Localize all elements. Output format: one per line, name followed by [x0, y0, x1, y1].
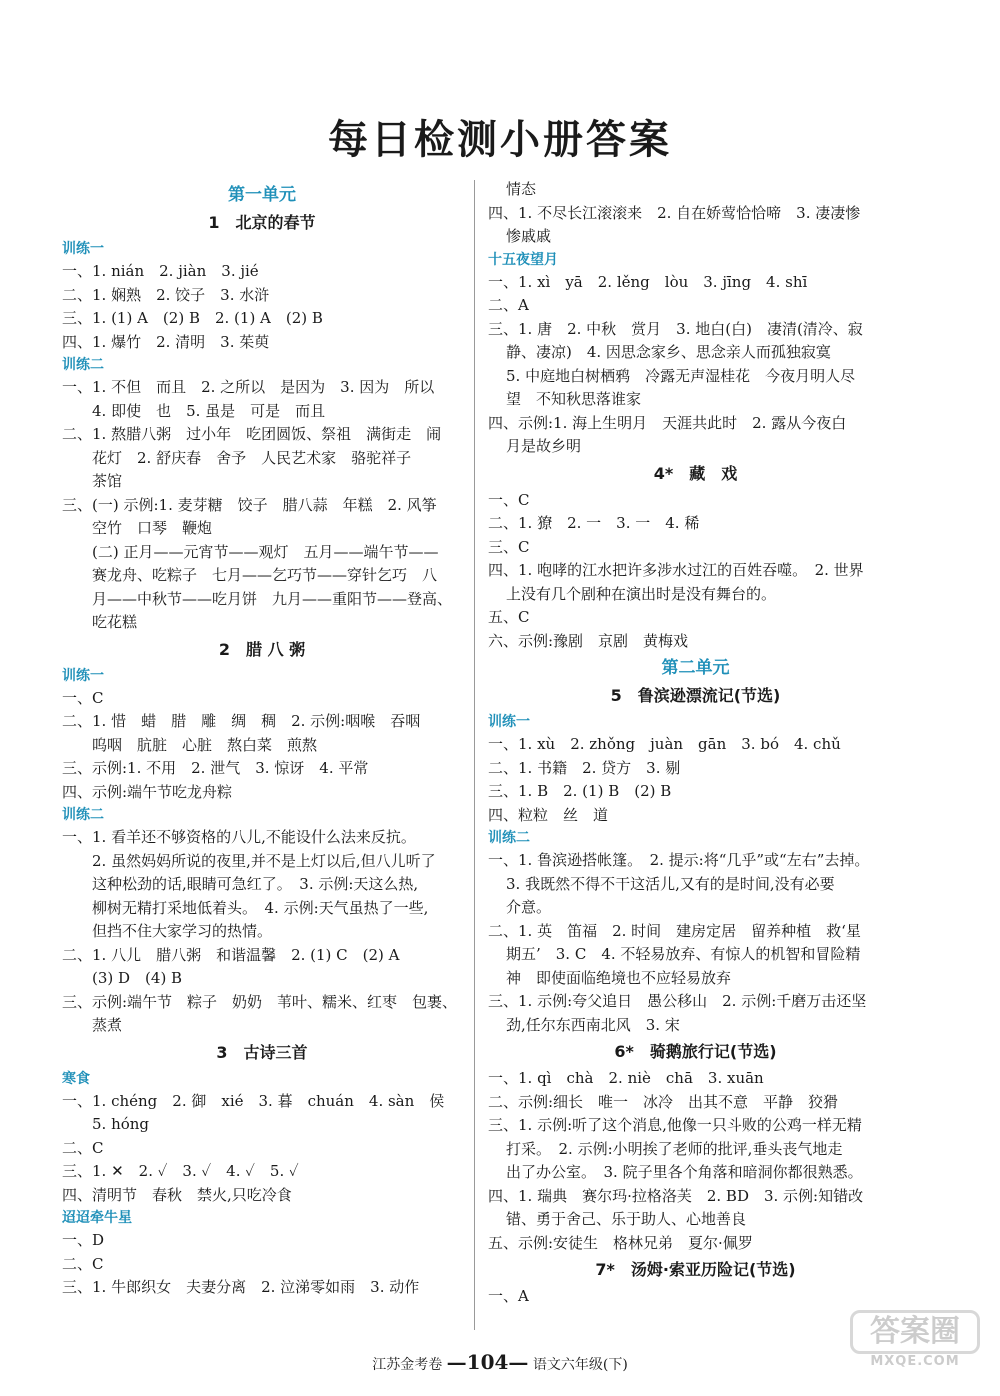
answer-line: 一、1. 不但 而且 2. 之所以 是因为 3. 因为 所以 — [62, 378, 435, 396]
answer-line: 四、1. 咆哮的江水把许多涉水过江的百姓吞噬。 2. 世界 — [488, 561, 864, 579]
page-number: —104— — [446, 1350, 529, 1374]
watermark-logo — [850, 1310, 980, 1380]
section-label: 训练二 — [62, 807, 104, 823]
answer-line: 一、C — [62, 688, 104, 707]
left-column — [62, 180, 462, 1300]
answer-line: 一、C — [488, 490, 530, 509]
answer-line: 二、C — [62, 1254, 104, 1273]
answer-line-continued: 期五’ 3. C 4. 不轻易放弃、有惊人的机智和冒险精 — [506, 945, 861, 963]
answer-line: 一、1. 看羊还不够资格的八儿,不能设什么法来反抗。 — [62, 828, 416, 846]
answer-line: 二、A — [488, 296, 529, 314]
answer-line: 三、1. (1) A (2) B 2. (1) A (2) B — [62, 309, 323, 327]
answer-line-continued: 月——中秋节——吃月饼 九月——重阳节——登高、 — [92, 589, 453, 608]
answer-line: 二、1. 惜 蜡 腊 雕 绸 稠 2. 示例:咽喉 吞咽 — [62, 712, 421, 730]
answer-line-continued: 2. 虽然妈妈所说的夜里,并不是上灯以后,但八儿听了 — [92, 851, 436, 870]
answer-line: 四、粒粒 丝 道 — [488, 805, 609, 824]
answer-line: 二、1. 八儿 腊八粥 和谐温馨 2. (1) C (2) A — [62, 945, 400, 964]
answer-line: 三、(一) 示例:1. 麦芽糖 饺子 腊八蒜 年糕 2. 风筝 — [62, 495, 437, 514]
answer-line: 六、示例:豫剧 京剧 黄梅戏 — [488, 631, 689, 650]
answer-line-continued: 但挡不住大家学习的热情。 — [92, 922, 273, 940]
right-column — [488, 178, 903, 1309]
section-label: 迢迢牵牛星 — [62, 1210, 132, 1226]
answer-line-continued: 5. 中庭地白树栖鸦 冷露无声湿桂花 今夜月明人尽 — [506, 366, 856, 385]
answer-line: 三、1. 示例:夸父追日 愚公移山 2. 示例:千磨万击还坚 — [488, 992, 867, 1010]
answer-line-continued: 4. 即使 也 5. 虽是 可是 而且 — [92, 401, 326, 420]
answer-line: 四、1. 瑞典 赛尔玛·拉格洛芙 2. BD 3. 示例:知错改 — [488, 1186, 864, 1205]
watermark-url: MXQE.COM — [870, 1354, 960, 1369]
lesson-heading: 5 鲁滨逊漂流记(节选) — [610, 686, 781, 705]
section-label: 训练一 — [488, 714, 530, 730]
answer-line: 三、1. 示例:听了这个消息,他像一只斗败的公鸡一样无精 — [488, 1116, 862, 1134]
answer-line-continued: 情态 — [506, 180, 537, 198]
answer-line-continued: 5. hóng — [92, 1115, 150, 1133]
lesson-heading: 4* 藏 戏 — [653, 463, 738, 483]
answer-line-continued: 茶馆 — [92, 472, 123, 490]
answer-line-continued: 打采。 2. 示例:小明挨了老师的批评,垂头丧气地走 — [506, 1139, 843, 1158]
answer-line-continued: 月是故乡明 — [506, 437, 582, 455]
answer-line: 四、示例:端午节吃龙舟粽 — [62, 782, 233, 801]
answer-line-continued: 空竹 口琴 鞭炮 — [92, 519, 213, 537]
lesson-heading: 6* 骑鹅旅行记(节选) — [614, 1042, 777, 1061]
answer-line-continued: (3) D (4) B — [92, 969, 183, 987]
lesson-heading: 1 北京的春节 — [208, 213, 316, 232]
column-divider — [474, 180, 475, 1330]
answer-line: 三、1. 唐 2. 中秋 赏月 3. 地白(白) 凄清(清冷、寂 — [488, 319, 863, 338]
answer-line-continued: 花灯 2. 舒庆春 舍予 人民艺术家 骆驼祥子 — [92, 448, 412, 467]
answer-line: 一、A — [488, 1287, 529, 1305]
answer-line: 二、1. 熬腊八粥 过小年 吃团圆饭、祭祖 满街走 闹 — [62, 425, 442, 443]
answer-line: 二、1. 书籍 2. 贷方 3. 剔 — [488, 758, 681, 777]
section-label: 训练一 — [62, 241, 104, 257]
answer-line-continued: 静、凄凉) 4. 因思念家乡、思念亲人而孤独寂寞 — [506, 343, 831, 361]
lesson-heading: 3 古诗三首 — [216, 1042, 308, 1062]
answer-line-continued: 惨戚戚 — [506, 227, 552, 245]
answer-line: 二、1. 獠 2. 一 3. 一 4. 稀 — [488, 514, 700, 532]
answer-line: 一、1. qì chà 2. niè chā 3. xuān — [488, 1069, 764, 1087]
section-label: 训练一 — [62, 667, 104, 684]
answer-line-continued: 3. 我既然不得不干这活儿,又有的是时间,没有必要 — [506, 874, 835, 893]
answer-line: 一、1. 鲁滨逊搭帐篷。 2. 提示:将“几乎”或“左右”去掉。 — [488, 851, 870, 869]
footer-book-title: 江苏金考卷 — [372, 1357, 443, 1373]
answer-line: 二、示例:细长 唯一 冰冷 出其不意 平静 狡猾 — [488, 1092, 839, 1111]
watermark-text: 答案圈 — [850, 1310, 980, 1354]
section-label: 训练二 — [488, 830, 530, 846]
answer-line: 四、清明节 春秋 禁火,只吃冷食 — [62, 1185, 292, 1204]
unit-heading: 第二单元 — [661, 658, 730, 678]
answer-line-continued: 赛龙舟、吃粽子 七月——乞巧节——穿针乞巧 八 — [92, 566, 438, 584]
answer-line-continued: (二) 正月——元宵节——观灯 五月——端午节—— — [92, 542, 439, 561]
answer-line: 一、1. xù 2. zhǒng juàn gān 3. bó 4. chǔ — [488, 735, 841, 753]
answer-line: 一、1. chéng 2. 御 xié 3. 暮 chuán 4. sàn 侯 — [62, 1091, 445, 1110]
page-title: 每日检测小册答案 — [328, 117, 672, 163]
answer-line-continued: 神 即使面临绝境也不应轻易放弃 — [506, 968, 732, 987]
answer-line: 一、D — [62, 1231, 105, 1249]
answer-line: 五、C — [488, 608, 530, 626]
answer-line: 五、示例:安徒生 格林兄弟 夏尔·佩罗 — [488, 1233, 753, 1252]
answer-line-continued: 呜咽 肮脏 心脏 熬白菜 煎熬 — [92, 735, 318, 754]
answer-line: 三、示例:端午节 粽子 奶奶 苇叶、糯米、红枣 包裹、 — [62, 992, 458, 1011]
answer-line: 三、1. B 2. (1) B (2) B — [488, 782, 672, 800]
section-label: 训练二 — [62, 357, 104, 373]
answer-line: 一、1. xì yā 2. lěng lòu 3. jīng 4. shī — [488, 272, 808, 291]
answer-line-continued: 错、勇于舍己、乐于助人、心地善良 — [506, 1210, 747, 1228]
answer-line-continued: 劲,任尔东西南北风 3. 宋 — [506, 1015, 680, 1034]
answer-line: 二、1. 英 笛福 2. 时间 建房定居 留养种植 救‘星 — [488, 921, 861, 940]
answer-line: 二、1. 娴熟 2. 饺子 3. 水浒 — [62, 285, 270, 304]
answer-line: 四、1. 不尽长江滚滚来 2. 自在娇莺恰恰啼 3. 凄凄惨 — [488, 203, 861, 222]
answer-line: 三、C — [488, 537, 530, 556]
section-label: 十五夜望月 — [488, 251, 558, 268]
answer-line: 二、C — [62, 1138, 104, 1157]
answer-line: 四、1. 爆竹 2. 清明 3. 茱萸 — [62, 332, 270, 351]
unit-heading: 第一单元 — [228, 185, 296, 205]
section-label: 寒食 — [62, 1070, 90, 1087]
answer-line-continued: 蒸煮 — [92, 1016, 123, 1034]
lesson-heading: 7* 汤姆·索亚历险记(节选) — [595, 1260, 796, 1279]
answer-line-continued: 柳树无精打采地低着头。 4. 示例:天气虽热了一些, — [92, 898, 429, 917]
answer-line: 四、示例:1. 海上生明月 天涯共此时 2. 露从今夜白 — [488, 413, 847, 432]
answer-line: 三、示例:1. 不用 2. 泄气 3. 惊讶 4. 平常 — [62, 759, 369, 777]
footer-subject: 语文六年级(下) — [532, 1357, 628, 1373]
lesson-heading: 2 腊 八 粥 — [218, 639, 306, 659]
answer-line-continued: 吃花糕 — [92, 613, 138, 631]
answer-line-continued: 介意。 — [506, 898, 552, 916]
answer-line-continued: 这种松劲的话,眼睛可急红了。 3. 示例:天这么热, — [92, 875, 419, 893]
answer-line: 一、1. nián 2. jiàn 3. jié — [62, 262, 259, 280]
answer-line: 三、1. ✕ 2. ✓ 3. ✓ 4. ✓ 5. ✓ — [62, 1162, 299, 1180]
answer-line-continued: 出了办公室。 3. 院子里各个角落和暗洞你都很熟悉。 — [506, 1163, 863, 1181]
answer-line: 三、1. 牛郎织女 夫妻分离 2. 泣涕零如雨 3. 动作 — [62, 1278, 420, 1296]
answer-line-continued: 上没有几个剧种在演出时是没有舞台的。 — [506, 584, 777, 603]
answer-line-continued: 望 不知秋思落谁家 — [506, 390, 642, 408]
